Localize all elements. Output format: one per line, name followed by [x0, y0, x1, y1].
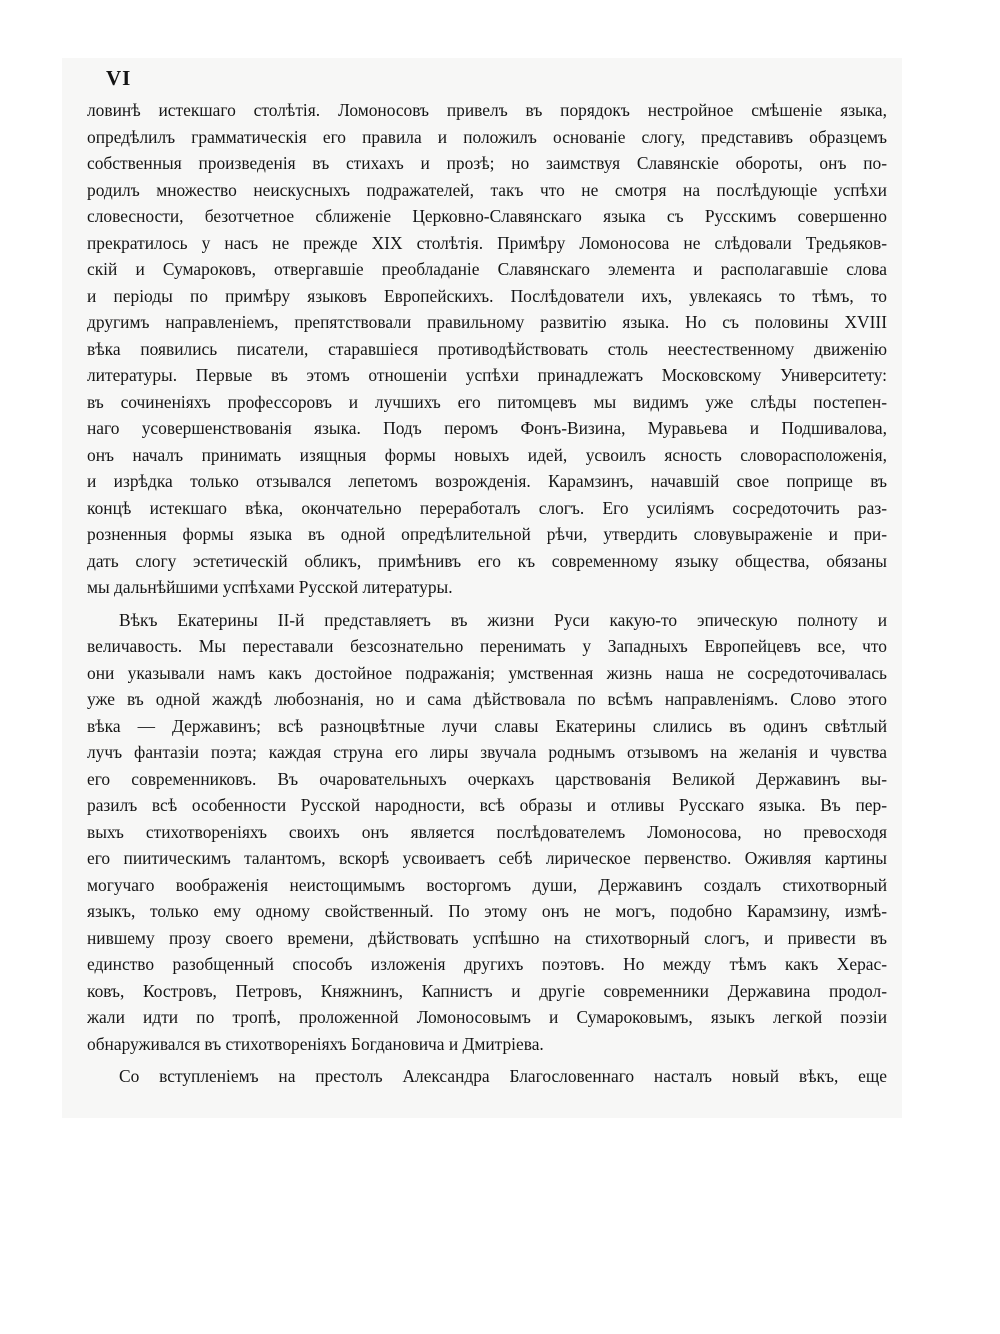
text-line: нившему прозу своего времени, дѣйствовать успѣшно на стихотворный слогъ, и привести въ	[87, 927, 887, 948]
text-line: уже въ одной жаждѣ любознанія, но и сама дѣйствовала по всѣмъ направленіямъ. Слово этого	[87, 689, 887, 709]
text-line: могучаго воображенія неистощимымъ восторгомъ души, Державинъ создалъ стихотворный	[87, 874, 887, 895]
text-line: литературы. Первые въ этомъ отношеніи успѣхи принадлежатъ Московскому Университету:	[87, 365, 887, 385]
text-line: ковъ, Костровъ, Петровъ, Княжнинъ, Капнистъ и другіе современники Державина продол-	[87, 980, 887, 1001]
text-line: наго усовершенствованія языка. Подъ перомъ Фонъ-Визина, Муравьева и Подшивалова,	[87, 418, 887, 438]
text-line: прекратилось у насъ не прежде XIX столѣтія. Примѣру Ломоносова не слѣдовали Тредьяков-	[87, 232, 887, 253]
text-line: словесности, безотчетное сближеніе Церковно-Славянскаго языка съ Русскимъ совершенно	[87, 206, 887, 226]
text-line: разилъ всѣ особенности Русской народности, всѣ образы и отливы Русскаго языка. Въ пер-	[87, 795, 887, 815]
page-number: VI	[106, 66, 132, 90]
text-line: розненныя формы языка въ одной опредѣлительной рѣчи, утвердить словувыраженіе и при-	[87, 524, 887, 544]
text-line: мы дальнѣйшими успѣхами Русской литературы.	[87, 577, 453, 597]
text-line: и изрѣдка только отзывался лепетомъ возрожденія. Карамзинъ, начавшій свое поприще въ	[87, 471, 887, 491]
paragraph	[87, 607, 887, 1058]
text-line: они указывали намъ какъ достойное подражанія; умственная жизнь наша не сосредоточивалась	[87, 662, 887, 683]
text-line: величавость. Мы переставали безсознательно перенимать у Западныхъ Европейцевъ все, что	[87, 636, 887, 656]
text-line: Со вступленіемъ на престолъ Александра Благословеннаго насталъ новый вѣкъ, еще	[119, 1066, 887, 1086]
body-text	[87, 97, 887, 1090]
text-line: лучъ фантазіи поэта; каждая струна его лиры звучала роднымъ отзывомъ на желанія и чувства	[87, 742, 887, 762]
text-line: скій и Сумароковъ, отвергавшіе преобладаніе Славянскаго элемента и располагавшіе слова	[87, 259, 887, 279]
text-line: опредѣлилъ грамматическія его правила и положилъ основаніе слогу, представивъ образцемъ	[87, 126, 887, 147]
text-line: единство разобщенный способъ изложенія другихъ поэтовъ. Но между тѣмъ какъ Херас-	[87, 954, 887, 974]
text-line: обнаруживался въ стихотвореніяхъ Богдановича и Дмитріева.	[87, 1033, 544, 1054]
text-line: родилъ множество неискусныхъ подражателей, такъ что не смотря на послѣдующіе успѣхи	[87, 179, 887, 200]
text-line: языкъ, только ему одному свойственный. По этому онъ не могъ, подобно Карамзину, измѣ-	[87, 901, 887, 921]
paragraph	[87, 97, 887, 601]
text-line: дать слогу эстетическій обликъ, примѣнивъ его къ современному языку общества, обязаны	[87, 550, 887, 571]
text-line: и періоды по примѣру языковъ Европейскихъ. Послѣдователи ихъ, увлекаясь то тѣмъ, то	[87, 285, 887, 306]
text-line: вѣка появились писатели, старавшіеся противодѣйствовать столь неестественному движенію	[87, 338, 887, 359]
text-line: его современниковъ. Въ очаровательныхъ очеркахъ царствованія Великой Державинъ вы-	[87, 768, 887, 789]
text-line: другимъ направленіемъ, препятствовали правильному развитію языка. Но съ половины XVIII	[87, 312, 887, 332]
paragraph	[87, 1063, 887, 1090]
text-line: собственныя произведенія въ стихахъ и прозѣ; но заимствуя Славянскіе обороты, онъ по-	[87, 153, 887, 173]
text-line: ловинѣ истекшаго столѣтія. Ломоносовъ привелъ въ порядокъ нестройное смѣшеніе языка,	[87, 100, 887, 120]
text-line: онъ началъ принимать изящныя формы новыхъ идей, усвоилъ ясность словорасположенія,	[87, 444, 887, 465]
text-line: въ сочиненіяхъ профессоровъ и лучшихъ его питомцевъ мы видимъ уже слѣды постепен-	[87, 391, 887, 412]
text-line: концѣ истекшаго вѣка, окончательно переработалъ слогъ. Его усиліямъ сосредоточить раз-	[87, 497, 887, 518]
text-line: Вѣкъ Екатерины II-й представляетъ въ жизни Руси какую-то эпическую полноту и	[119, 609, 887, 630]
text-line: его пиитическимъ талантомъ, вскорѣ усвоиваетъ себѣ лирическое первенство. Оживляя картины	[87, 848, 887, 868]
text-line: вѣка — Державинъ; всѣ разноцвѣтные лучи славы Екатерины слились въ одинъ свѣтлый	[87, 715, 887, 736]
text-line: выхъ стихотвореніяхъ своихъ онъ является послѣдователемъ Ломоносова, но превосходя	[87, 821, 887, 842]
text-line: жали идти по тропѣ, проложенной Ломоносовымъ и Сумароковымъ, языкъ легкой поэзіи	[87, 1007, 887, 1027]
